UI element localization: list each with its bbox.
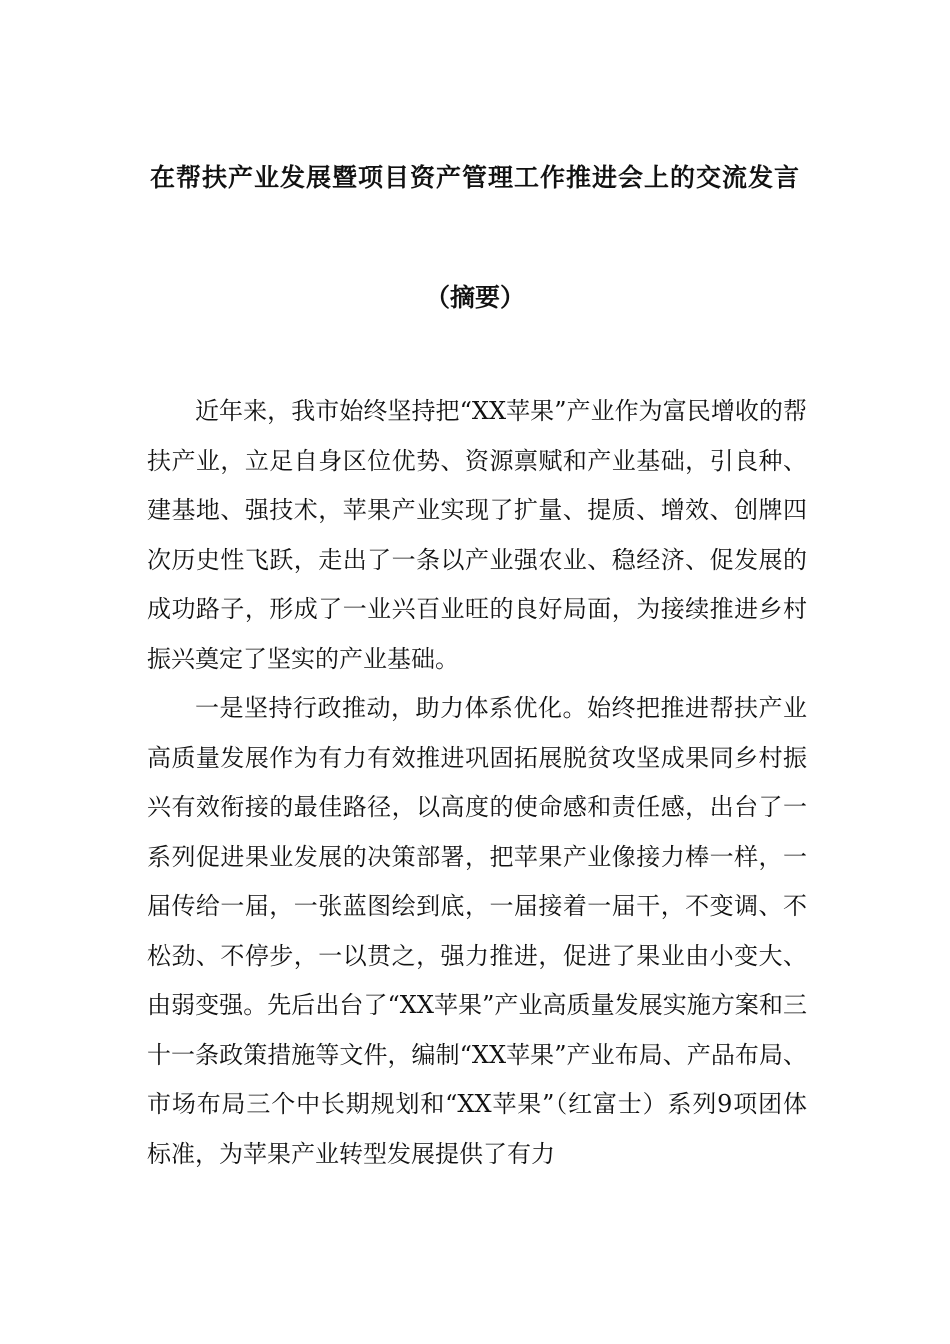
document-body [147, 387, 807, 1179]
document-title: 在帮扶产业发展暨项目资产管理工作推进会上的交流发言 [149, 163, 800, 192]
paragraph-point-one: 一是坚持行政推动，助力体系优化。始终把推进帮扶产业高质量发展作为有力有效推进巩固拓展脱贫攻坚成果同乡村振兴有效衔接的最佳路径，以高度的使命感和责任感，出台了一系列促进果业发展的决策部署，把苹果产业像接力棒一样，一届传给一届，一张蓝图绘到底，一届接着一届干，不变调、不松劲、不停步，一以贯之，强力推进，促进了果业由小变大、由弱变强。先后出台了“XX苹果”产业高质量发展实施方案和三十一条政策措施等文件，编制“XX苹果”产业布局、产品布局、市场布局三个中长期规划和“XX苹果”（红富士）系列9项团体标准，为苹果产业转型发展提供了有力 [147, 694, 807, 1168]
document-subtitle: （摘要） [424, 283, 525, 312]
paragraph-intro: 近年来，我市始终坚持把“XX苹果”产业作为富民增收的帮扶产业，立足自身区位优势、资源禀赋和产业基础，引良种、建基地、强技术，苹果产业实现了扩量、提质、增效、创牌四次历史性飞跃，走出了一条以产业强农业、稳经济、促发展的成功路子，形成了一业兴百业旺的良好局面，为接续推进乡村振兴奠定了坚实的产业基础。 [147, 397, 807, 673]
